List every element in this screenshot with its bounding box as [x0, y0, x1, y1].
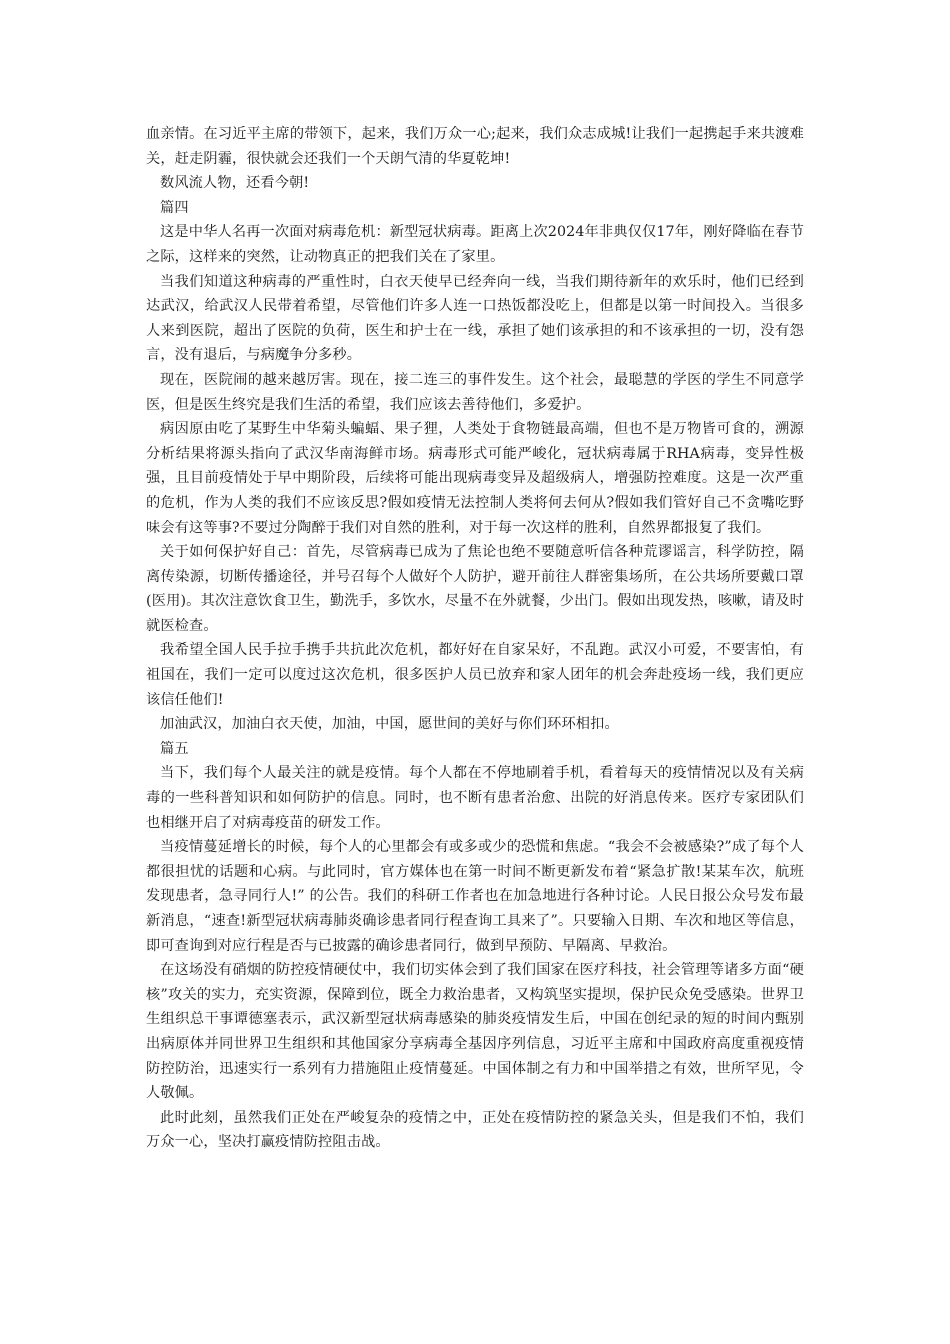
- paragraph: 血亲情。在习近平主席的带领下，起来，我们万众一心;起来，我们众志成城!让我们一起携起手来共渡难关，赶走阴霾，很快就会还我们一个天朗气清的华夏乾坤!: [146, 126, 804, 167]
- paragraph: 数风流人物，还看今朝!: [160, 175, 310, 192]
- paragraph: 加油武汉，加油白衣天使，加油，中国，愿世间的美好与你们环环相扣。: [160, 716, 619, 733]
- paragraph: 当疫情蔓延增长的时候，每个人的心里都会有或多或少的恐慌和焦虑。“我会不会被感染?”成了每个人都很担忧的话题和心病。与此同时，官方媒体也在第一时间不断更新发布着“紧急扩散!某某车次，航班发现患者，急寻同行人!” 的公告。我们的科研工作者也在加急地进行各种讨论。人民日报公众号发布最新消息，“速查!新型冠状病毒肺炎确诊患者同行程查询工具来了”。只要输入日期、车次和地区等信息，即可查询到对应行程是否与已披露的确诊患者同行，做到早预防、早隔离、早救治。: [146, 839, 804, 954]
- paragraph: 现在，医院闹的越来越厉害。现在，接二连三的事件发生。这个社会，最聪慧的学医的学生不同意学医，但是医生终究是我们生活的希望，我们应该去善待他们，多爱护。: [146, 371, 804, 413]
- paragraph: 此时此刻，虽然我们正处在严峻复杂的疫情之中，正处在疫情防控的紧急关头，但是我们不怕，我们万众一心，坚决打赢疫情防控阻击战。: [146, 1109, 804, 1151]
- paragraph: 当我们知道这种病毒的严重性时，白衣天使早已经奔向一线，当我们期待新年的欢乐时，他们已经到达武汉，给武汉人民带着希望，尽管他们许多人连一口热饭都没吃上，但都是以第一时间投入。当很多人来到医院，超出了医院的负荷，医生和护士在一线，承担了她们该承担的和不该承担的一切，没有怨言，没有退后，与病魔争分多秒。: [146, 273, 804, 364]
- section-heading: 篇五: [160, 740, 189, 757]
- paragraph: 我希望全国人民手拉手携手共抗此次危机，都好好在自家呆好，不乱跑。武汉小可爱，不要害怕，有祖国在，我们一定可以度过这次危机，很多医护人员已放弃和家人团年的机会奔赴疫场一线，我们更应该信任他们!: [146, 642, 804, 708]
- paragraph: 关于如何保护好自己：首先，尽管病毒已成为了焦论也绝不要随意听信各种荒谬谣言，科学防控，隔离传染源，切断传播途径，并号召每个人做好个人防护，避开前往人群密集场所，在公共场所要戴口罩(医用)。其次注意饮食卫生，勤洗手，多饮水，尽量不在外就餐，少出门。假如出现发热，咳嗽，请及时就医检查。: [146, 544, 804, 634]
- document-body: [146, 122, 804, 1155]
- section-heading: 篇四: [160, 199, 189, 216]
- paragraph: 病因原由吃了某野生中华菊头蝙蝠、果子狸，人类处于食物链最高端，但也不是万物皆可食的，溯源分析结果将源头指向了武汉华南海鲜市场。病毒形式可能严峻化，冠状病毒属于RHA病毒，变异性极强，且目前疫情处于早中期阶段，后续将可能出现病毒变异及超级病人，增强防控难度。这是一次严重的危机，作为人类的我们不应该反思?假如疫情无法控制人类将何去何从?假如我们管好自己不贪嘴吃野味会有这等事?不要过分陶醉于我们对自然的胜利，对于每一次这样的胜利，自然界都报复了我们。: [146, 421, 804, 536]
- paragraph: 这是中华人名再一次面对病毒危机：新型冠状病毒。距离上次2024年非典仅仅17年，刚好降临在春节之际，这样来的突然，让动物真正的把我们关在了家里。: [146, 224, 804, 265]
- paragraph: 当下，我们每个人最关注的就是疫情。每个人都在不停地刷着手机，看着每天的疫情情况以及有关病毒的一些科普知识和如何防护的信息。同时，也不断有患者治愈、出院的好消息传来。医疗专家团队们也相继开启了对病毒疫苗的研发工作。: [146, 765, 804, 831]
- paragraph: 在这场没有硝烟的防控疫情硬仗中，我们切实体会到了我们国家在医疗科技，社会管理等诸多方面“硬核”攻关的实力，充实资源，保障到位，既全力救治患者，又构筑坚实提坝，保护民众免受感染。世界卫生组织总干事谭德塞表示，武汉新型冠状病毒感染的肺炎疫情发生后，中国在创纪录的短的时间内甄别出病原体并同世界卫生组织和其他国家分享病毒全基因序列信息，习近平主席和中国政府高度重视疫情防控防治，迅速实行一系列有力措施阻止疫情蔓延。中国体制之有力和中国举措之有效，世所罕见，令人敬佩。: [146, 962, 804, 1102]
